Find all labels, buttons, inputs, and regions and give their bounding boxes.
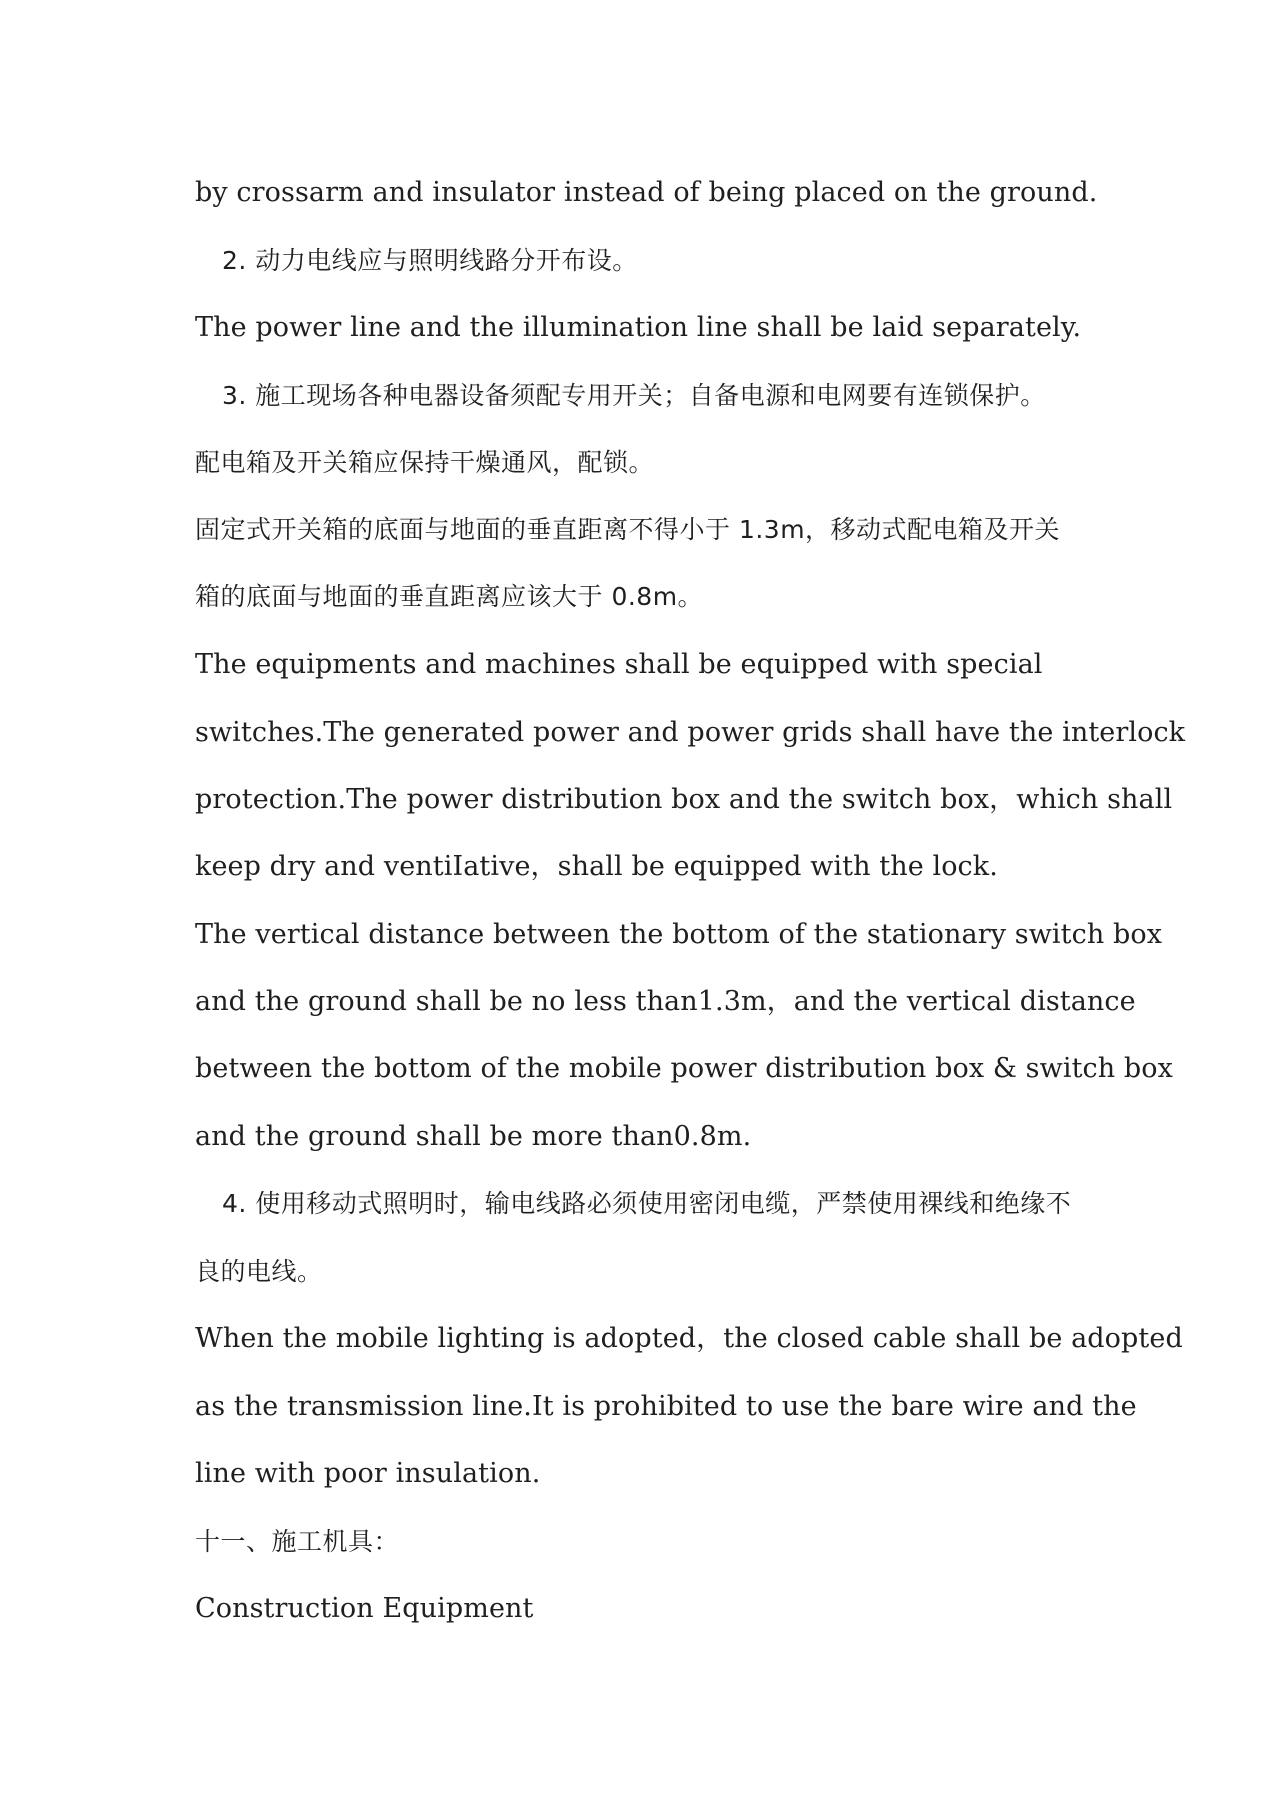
text-line-zh: 配电箱及开关箱应保持干燥通风，配锁。	[195, 448, 655, 477]
text-line: by crossarm and insulator instead of being placed on the ground.	[195, 177, 1098, 208]
text-line: keep dry and ventiIative，shall be equipped with the lock.	[195, 851, 998, 882]
text-line: The power line and the illumination line shall be laid separately.	[195, 312, 1082, 343]
list-item-2-zh: 2. 动力电线应与照明线路分开布设。	[222, 246, 638, 275]
text-line-zh: 箱的底面与地面的垂直距离应该大于 0.8m。	[195, 582, 704, 611]
text-line-zh: 固定式开关箱的底面与地面的垂直距离不得小于 1.3m，移动式配电箱及开关	[195, 515, 1061, 544]
text-line: The equipments and machines shall be equipped with special	[195, 649, 1043, 680]
text-line: When the mobile lighting is adopted，the closed cable shall be adopted	[195, 1323, 1183, 1354]
text-line: The vertical distance between the bottom of the stationary switch box	[195, 919, 1163, 950]
text-line: switches.The generated power and power grids shall have the interlock	[195, 717, 1186, 748]
section-heading-zh: 十一、施工机具：	[195, 1527, 400, 1556]
text-line: and the ground shall be no less than1.3m，and the vertical distance	[195, 986, 1136, 1017]
list-item-3-zh: 3. 施工现场各种电器设备须配专用开关；自备电源和电网要有连锁保护。	[222, 381, 1046, 410]
text-line: as the transmission line.It is prohibited to use the bare wire and the	[195, 1391, 1137, 1422]
text-line-zh: 良的电线。	[195, 1257, 323, 1286]
text-line: between the bottom of the mobile power distribution box & switch box	[195, 1053, 1173, 1084]
text-line: and the ground shall be more than0.8m.	[195, 1121, 752, 1152]
text-line: line with poor insulation.	[195, 1458, 541, 1489]
section-heading-en: Construction Equipment	[195, 1593, 534, 1624]
list-item-4-zh: 4. 使用移动式照明时，输电线路必须使用密闭电缆，严禁使用裸线和绝缘不	[222, 1189, 1072, 1218]
text-line: protection.The power distribution box and the switch box，which shall	[195, 784, 1173, 815]
